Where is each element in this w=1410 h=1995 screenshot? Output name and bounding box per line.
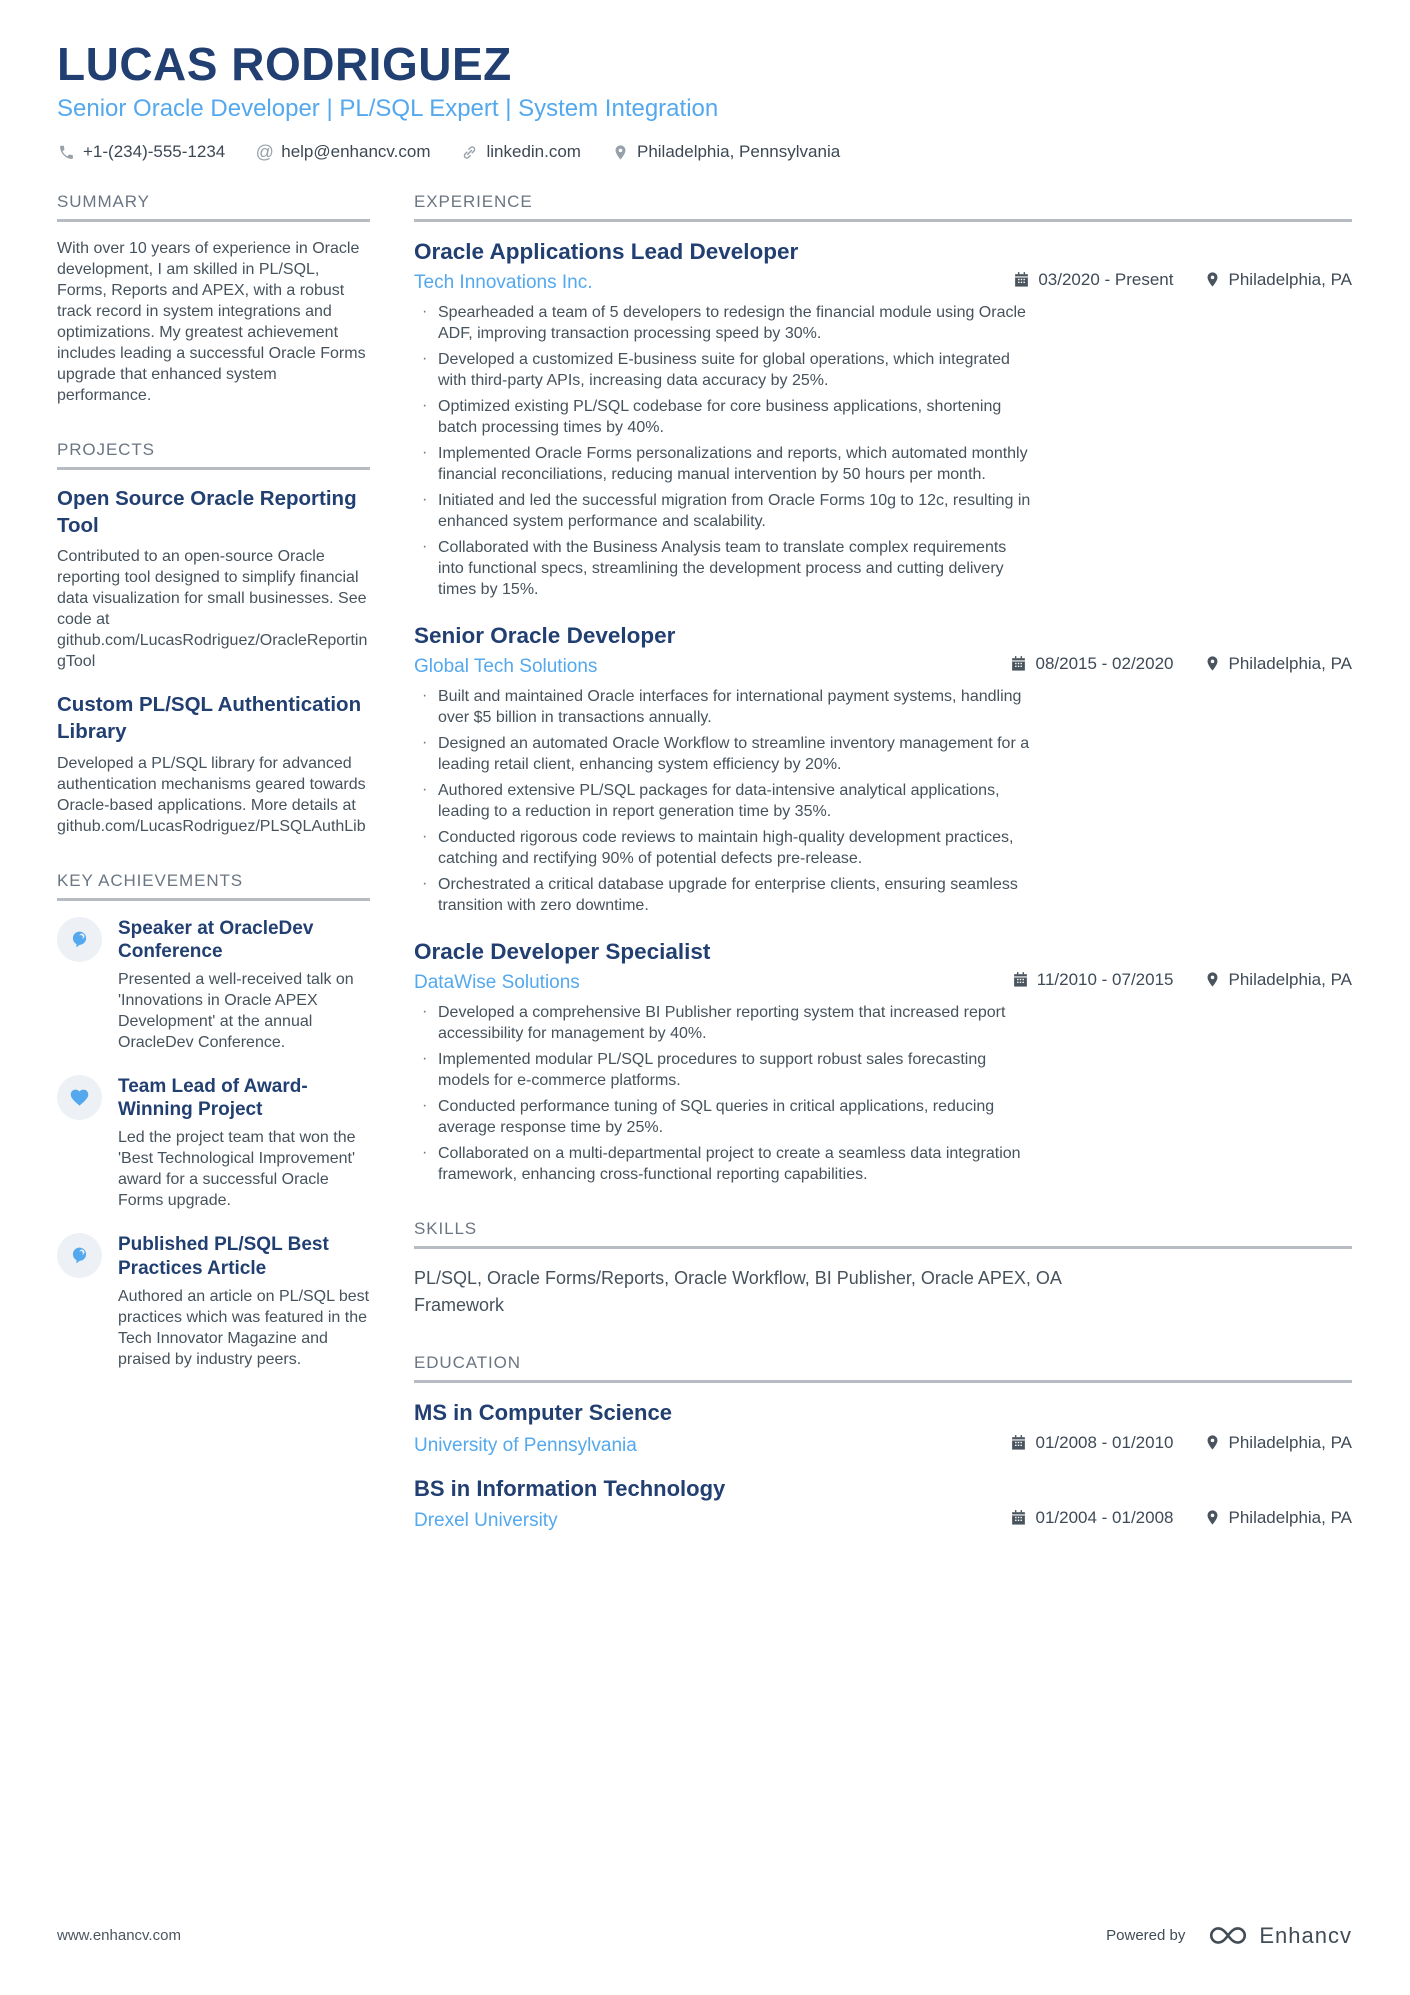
- location-pin-icon: [611, 143, 630, 162]
- job-bullets: [414, 686, 1032, 916]
- job-location: Philadelphia, PA: [1204, 654, 1353, 674]
- bullet-item: · Spearheaded a team of 5 developers to redesign the financial module using Oracle ADF, improving transaction processing speed by 30%.: [414, 302, 1032, 344]
- skills-heading: SKILLS: [414, 1219, 1352, 1249]
- project-item: [57, 692, 370, 836]
- achievement-description: Authored an article on PL/SQL best practices which was featured in the Tech Innovator Magazine and praised by industry peers.: [118, 1287, 370, 1368]
- person-headline: Senior Oracle Developer | PL/SQL Expert | System Integration: [57, 95, 719, 123]
- project-item: [57, 486, 370, 672]
- phone-icon: [57, 143, 76, 162]
- achievement-item: [57, 917, 370, 1053]
- contact-location: [611, 142, 840, 162]
- education-location: Philadelphia, PA: [1204, 1508, 1353, 1528]
- achievements-heading: KEY ACHIEVEMENTS: [57, 871, 370, 901]
- school-name: Drexel University: [414, 1510, 558, 1532]
- achievement-title: Speaker at OracleDev Conference: [118, 917, 314, 962]
- job-bullets: [414, 1002, 1032, 1185]
- degree-title: MS in Computer Science: [414, 1400, 672, 1426]
- location-pin-icon: [1204, 1434, 1222, 1452]
- achievement-description: Led the project team that won the 'Best Technological Improvement' award for a successful Oracle Forms upgrade.: [118, 1129, 356, 1210]
- powered-by-label: Powered by: [1106, 1927, 1186, 1944]
- bullet-item: · Developed a comprehensive BI Publisher reporting system that increased report accessibility for management by 40%.: [414, 1002, 1032, 1044]
- company-name: Tech Innovations Inc.: [414, 272, 593, 294]
- bullet-item: · Built and maintained Oracle interfaces for international payment systems, handling over $5 billion in transactions annually.: [414, 686, 1032, 728]
- job-title: Oracle Applications Lead Developer: [414, 239, 799, 265]
- achievement-description: Presented a well-received talk on 'Innovations in Oracle APEX Development' at the annual OracleDev Conference.: [118, 971, 354, 1051]
- project-title: Custom PL/SQL Authentication Library: [57, 693, 362, 744]
- achievement-title: Published PL/SQL Best Practices Article: [118, 1234, 329, 1279]
- location-pin-icon: [1204, 655, 1222, 673]
- project-description: Developed a PL/SQL library for advanced authentication mechanisms geared towards Oracle-based applications. More details at github.com/LucasRodriguez/PLSQLAuthLib: [57, 754, 366, 835]
- degree-title: BS in Information Technology: [414, 1475, 726, 1501]
- education-dates: 01/2008 - 01/2010: [1010, 1433, 1173, 1453]
- enhancv-logo-text: Enhancv: [1259, 1922, 1352, 1948]
- achievement-title: Team Lead of Award-Winning Project: [118, 1076, 308, 1121]
- education-dates: 01/2004 - 01/2008: [1010, 1508, 1173, 1528]
- bullet-item: · Conducted rigorous code reviews to maintain high-quality development practices, catching and rectifying 90% of potential defects pre-release.: [414, 827, 1032, 869]
- footer-url[interactable]: www.enhancv.com: [57, 1927, 181, 1944]
- projects-section: [57, 440, 370, 837]
- contact-link-text: linkedin.com: [486, 142, 581, 162]
- enhancv-logo-icon: [1205, 1922, 1251, 1949]
- education-entry: [414, 1399, 1352, 1457]
- calendar-icon: [1012, 971, 1030, 989]
- experience-entry: [414, 622, 1352, 916]
- summary-section: [57, 192, 370, 406]
- contact-phone[interactable]: [57, 142, 225, 162]
- bullet-item: · Collaborated with the Business Analysis team to translate complex requirements into functional specs, streamlining the development process and cutting delivery times by 15%.: [414, 537, 1032, 600]
- contact-location-text: Philadelphia, Pennsylvania: [636, 142, 841, 162]
- bullet-item: · Designed an automated Oracle Workflow to streamline inventory management for a leading retail client, enhancing system efficiency by 20%.: [414, 733, 1032, 775]
- right-column: [414, 192, 1352, 1922]
- contact-link[interactable]: [460, 142, 581, 162]
- skills-text: PL/SQL, Oracle Forms/Reports, Oracle Workflow, BI Publisher, Oracle APEX, OA Framework: [414, 1268, 1061, 1316]
- bullet-item: · Orchestrated a critical database upgrade for enterprise clients, ensuring seamless transition with zero downtime.: [414, 874, 1032, 916]
- project-description: Contributed to an open-source Oracle reporting tool designed to simplify financial data visualization for small businesses. See code at github.com/LucasRodriguez/OracleReportingTool: [57, 548, 368, 671]
- bullet-item: · Initiated and led the successful migration from Oracle Forms 10g to 12c, resulting in enhanced system performance and scalability.: [414, 490, 1032, 532]
- calendar-icon: [1010, 655, 1028, 673]
- bullet-item: · Implemented Oracle Forms personalizations and reports, which automated monthly financial reconciliations, reducing manual intervention by 50 hours per month.: [414, 443, 1032, 485]
- contact-email[interactable]: [255, 142, 430, 162]
- location-pin-icon: [1204, 1509, 1222, 1527]
- achievement-item: [57, 1075, 370, 1211]
- experience-section: [414, 192, 1352, 1185]
- education-entry: [414, 1475, 1352, 1533]
- bullet-item: · Authored extensive PL/SQL packages for data-intensive analytical applications, leading to a reduction in report generation time by 35%.: [414, 780, 1032, 822]
- project-title: Open Source Oracle Reporting Tool: [57, 487, 357, 537]
- bullet-item: · Conducted performance tuning of SQL queries in critical applications, reducing average response time by 25%.: [414, 1096, 1032, 1138]
- calendar-icon: [1010, 1509, 1028, 1527]
- job-dates: 11/2010 - 07/2015: [1012, 970, 1174, 990]
- resume-header: [57, 40, 1352, 162]
- enhancv-logo[interactable]: [1205, 1922, 1352, 1949]
- bullet-item: · Developed a customized E-business suite for global operations, which integrated with third-party APIs, increasing data accuracy by 25%.: [414, 349, 1032, 391]
- location-pin-icon: [1204, 271, 1222, 289]
- company-name: DataWise Solutions: [414, 972, 580, 994]
- job-location: Philadelphia, PA: [1204, 270, 1353, 290]
- education-section: [414, 1353, 1352, 1532]
- location-pin-icon: [1204, 971, 1222, 989]
- heart-icon: [57, 1075, 102, 1120]
- summary-heading: SUMMARY: [57, 192, 370, 222]
- speaker-icon: [57, 917, 102, 962]
- contact-email-text: help@enhancv.com: [281, 142, 431, 162]
- projects-heading: PROJECTS: [57, 440, 370, 470]
- achievements-section: [57, 871, 370, 1370]
- email-icon: @: [255, 142, 274, 163]
- link-icon: [460, 143, 479, 162]
- skills-section: [414, 1219, 1352, 1319]
- calendar-icon: [1013, 271, 1031, 289]
- job-title: Senior Oracle Developer: [414, 623, 676, 649]
- education-heading: EDUCATION: [414, 1353, 1352, 1383]
- article-icon: [57, 1233, 102, 1278]
- experience-entry: [414, 938, 1352, 1185]
- job-location: Philadelphia, PA: [1204, 970, 1353, 990]
- experience-heading: EXPERIENCE: [414, 192, 1352, 222]
- page-footer: [57, 1922, 1352, 1949]
- bullet-item: · Collaborated on a multi-departmental project to create a seamless data integration framework, enhancing cross-functional reporting capabilities.: [414, 1143, 1032, 1185]
- job-bullets: [414, 302, 1032, 600]
- school-name: University of Pennsylvania: [414, 1434, 637, 1456]
- job-title: Oracle Developer Specialist: [414, 939, 711, 965]
- bullet-item: · Implemented modular PL/SQL procedures to support robust sales forecasting models for e-commerce platforms.: [414, 1049, 1032, 1091]
- summary-text: With over 10 years of experience in Oracle development, I am skilled in PL/SQL, Forms, Reports and APEX, with a robust track record in system integrations and optimizations. My greatest achievement includes leading a successful Oracle Forms upgrade that enhanced system performance.: [57, 240, 366, 405]
- person-name: LUCAS RODRIGUEZ: [57, 38, 512, 90]
- contact-row: [57, 142, 1352, 162]
- company-name: Global Tech Solutions: [414, 656, 598, 678]
- education-location: Philadelphia, PA: [1204, 1433, 1353, 1453]
- job-dates: 03/2020 - Present: [1013, 270, 1173, 290]
- contact-phone-text: +1-(234)-555-1234: [83, 142, 226, 162]
- left-column: [57, 192, 370, 1922]
- bullet-item: · Optimized existing PL/SQL codebase for core business applications, shortening batch processing times by 40%.: [414, 396, 1032, 438]
- experience-entry: [414, 238, 1352, 600]
- achievement-item: [57, 1233, 370, 1369]
- job-dates: 08/2015 - 02/2020: [1010, 654, 1173, 674]
- calendar-icon: [1010, 1434, 1028, 1452]
